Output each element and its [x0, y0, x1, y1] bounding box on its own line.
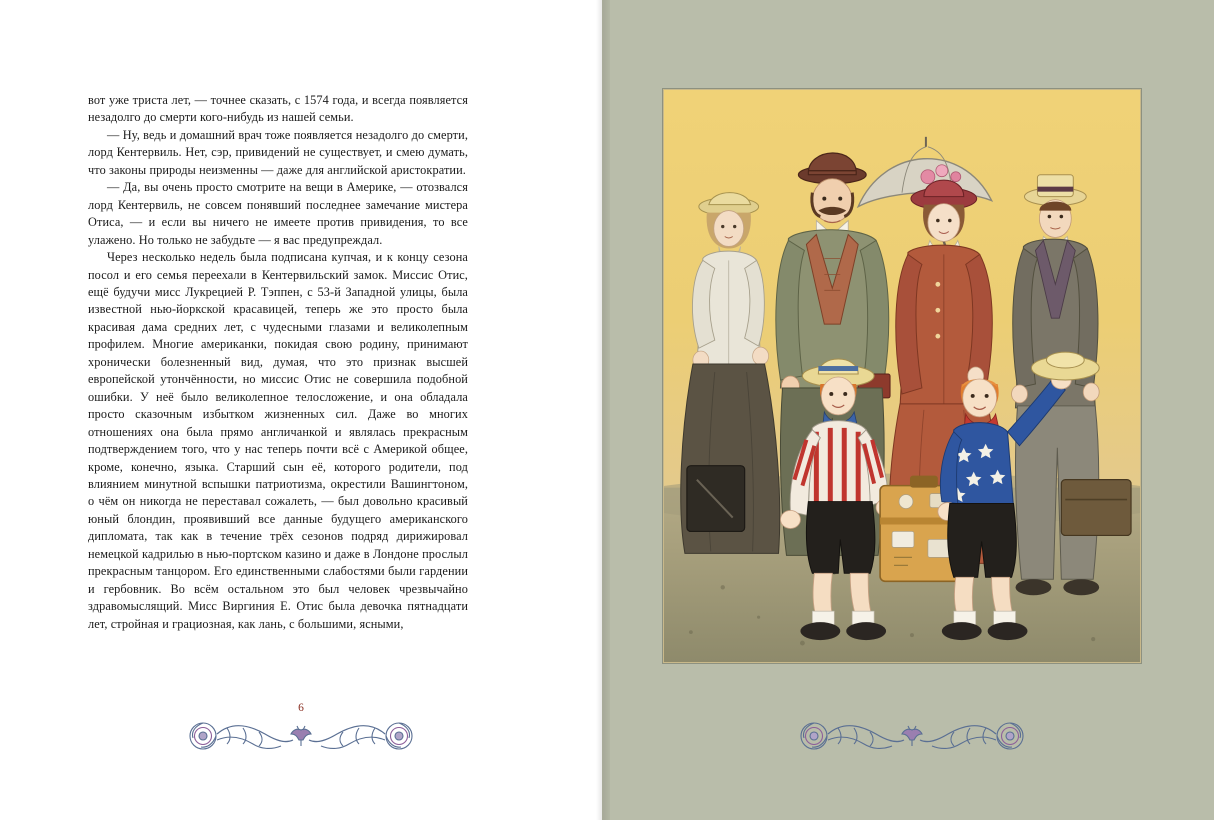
right-page	[602, 0, 1214, 820]
body-text-column	[88, 92, 468, 633]
otis-family-arrival-illustration	[663, 89, 1141, 663]
paragraph: вот уже триста лет, — точнее сказать, с 1574 года, и всегда появляется незадолго до смерти кого-нибудь из нашей семьи.	[88, 93, 468, 125]
paragraph: — Ну, ведь и домашний врач тоже появляется незадолго до смерти, лорд Кентервиль. Нет, сэр, привидений не существует, и смею думать, что законы природы неизменны — даже для английской аристократии.	[88, 127, 468, 177]
left-page	[0, 0, 602, 820]
paragraph: Через несколько недель была подписана купчая, и к концу сезона посол и его семья переехали в Кентервильский замок. Миссис Отис, ещё будучи мисс Лукрецией Р. Тэппен, с 53-й Западной улицы, была известной нью-йоркской красавицей, теперь же это просто была красивая дама средних лет, с чудесными глазами и великолепным профилем. Многие американки, покидая свою родину, принимают хронически болезненный вид, думая, что это признак высшей европейской утончённости, но миссис Отис не совершила подобной ошибки. У неё было великолепное телосложение, и она обладала просто сказочным избытком жизненных сил. Даже во многих отношениях она была прямо англичанкой и являлась прекрасным подтверждением того, что у нас теперь почти всё с Америкой общее, кроме, конечно, языка. Старший сын её, которого родители, под влиянием минутной вспышки патриотизма, окрестили Вашингтоном, о чём он никогда не переставал сожалеть, — был довольно красивый юный блондин, проявивший все данные будущего американского дипломата, так как в течение трёх сезонов подряд дирижировал немецкой кадрилью в нью-портском казино и даже в Лондоне прослыл прекрасным танцором. Его единственными слабостями были гардении и гербовник. Во всём остальном это был человек чрезвычайно здравомыслящий. Мисс Виргиния Е. Отис была девочка пятнадцати лет, стройная и грациозная, как лань, с большими, ясными,	[88, 250, 468, 631]
bat-scroll-ornament-right	[792, 714, 1032, 758]
illustration-frame	[662, 88, 1142, 664]
paragraph: — Да, вы очень просто смотрите на вещи в Америке, — отозвался лорд Кентервиль, не совсем понявший последнее замечание мистера Отиса, — и если вы ничего не имеете против привидения, то все улажено. Но только не забудьте — я вас предупреждал.	[88, 180, 468, 247]
bat-scroll-ornament-left	[181, 714, 421, 758]
page-number: 6	[298, 702, 304, 714]
